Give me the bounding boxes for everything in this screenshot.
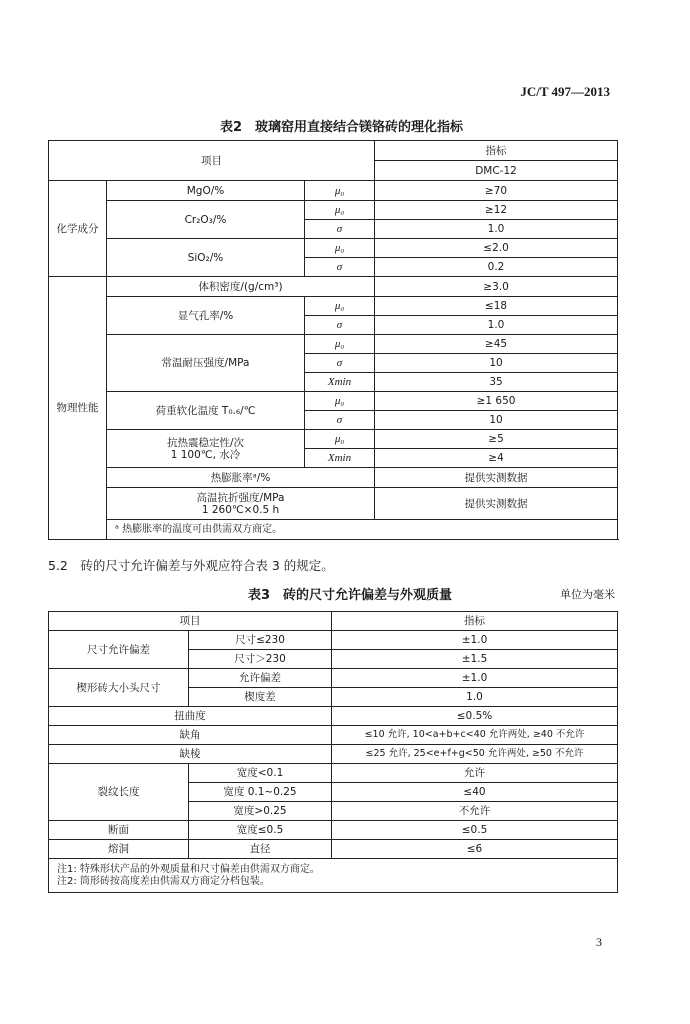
t2-sio-sym2: σ xyxy=(305,258,375,277)
t2-group-chem: 化学成分 xyxy=(49,181,107,277)
t3-crack-v1: 允许 xyxy=(332,764,618,783)
t3-crack-c3: 宽度>0.25 xyxy=(189,802,332,821)
t2-sio-v2: 0.2 xyxy=(375,258,618,277)
t3-wedge-v2: 1.0 xyxy=(332,688,618,707)
t2-porosity-label: 显气孔率/% xyxy=(107,297,305,335)
t3-section-c: 宽度≤0.5 xyxy=(189,821,332,840)
t3-section-label: 断面 xyxy=(49,821,189,840)
t2-cr-v1: ≥12 xyxy=(375,201,618,220)
t2-mgo-sym: μ₀ xyxy=(305,181,375,201)
t3-warp-label: 扭曲度 xyxy=(49,707,332,726)
t2-hmor-label-line2: 1 260℃×0.5 h xyxy=(201,503,280,516)
t2-cr-label: Cr₂O₃/% xyxy=(107,201,305,239)
t3-crack-v3: 不允许 xyxy=(332,802,618,821)
t3-wedge-c1: 允许偏差 xyxy=(189,669,332,688)
t2-head-grade: DMC-12 xyxy=(375,161,618,181)
t3-note1: 注1: 特殊形状产品的外观质量和尺寸偏差由供需双方商定。 xyxy=(57,863,320,875)
clause-5-2: 5.2 砖的尺寸允许偏差与外观应符合表 3 的规定。 xyxy=(48,558,334,573)
t3-crack-v2: ≤40 xyxy=(332,783,618,802)
t2-porosity-v1: ≤18 xyxy=(375,297,618,316)
table3 xyxy=(48,611,618,893)
t3-wedge-v1: ±1.0 xyxy=(332,669,618,688)
t3-hole-label: 熔洞 xyxy=(49,840,189,859)
t2-ccs-v1: ≥45 xyxy=(375,335,618,354)
t3-sizetol-c2: 尺寸＞230 xyxy=(189,650,332,669)
table3-unit: 单位为毫米 xyxy=(560,588,615,601)
t3-crack-c1: 宽度<0.1 xyxy=(189,764,332,783)
t2-rul-sym2: σ xyxy=(305,411,375,430)
t2-sio-label: SiO₂/% xyxy=(107,239,305,277)
t2-tsr-label-line2: 1 100℃, 水冷 xyxy=(170,448,241,461)
t3-note2: 注2: 筒形砖按高度差由供需双方商定分档包装。 xyxy=(57,875,270,887)
t2-tsr-v2: ≥4 xyxy=(375,449,618,468)
t3-corner-label: 缺角 xyxy=(49,726,332,745)
t2-expansion-value: 提供实测数据 xyxy=(375,468,618,488)
t2-rul-v1: ≥1 650 xyxy=(375,392,618,411)
t2-ccs-label: 常温耐压强度/MPa xyxy=(107,335,305,392)
t2-rul-v2: 10 xyxy=(375,411,618,430)
t3-sizetol-c1: 尺寸≤230 xyxy=(189,631,332,650)
t2-ccs-sym3: Xmin xyxy=(305,373,375,392)
t2-hmor-value: 提供实测数据 xyxy=(375,488,618,520)
t2-tsr-sym1: μ₀ xyxy=(305,430,375,449)
t2-ccs-sym1: μ₀ xyxy=(305,335,375,354)
standard-number: JC/T 497—2013 xyxy=(520,84,610,99)
t2-mgo-label: MgO/% xyxy=(107,181,305,201)
t2-porosity-v2: 1.0 xyxy=(375,316,618,335)
table2 xyxy=(48,140,618,540)
t2-tsr-label-line1: 抗热震稳定性/次 xyxy=(166,436,245,449)
t2-cr-sym1: μ₀ xyxy=(305,201,375,220)
t3-sizetol-label: 尺寸允许偏差 xyxy=(49,631,189,669)
t3-head-item: 项目 xyxy=(49,612,332,631)
t2-footnote: ᵃ 热膨胀率的温度可由供需双方商定。 xyxy=(107,520,618,540)
t2-head-index: 指标 xyxy=(375,141,618,161)
t3-edge-label: 缺棱 xyxy=(49,745,332,764)
t3-wedge-c2: 楔度差 xyxy=(189,688,332,707)
t3-hole-c: 直径 xyxy=(189,840,332,859)
t2-tsr-sym2: Xmin xyxy=(305,449,375,468)
t3-sizetol-v1: ±1.0 xyxy=(332,631,618,650)
t2-ccs-sym2: σ xyxy=(305,354,375,373)
t3-edge-value: ≤25 允许, 25<e+f+g<50 允许两处, ≥50 不允许 xyxy=(332,745,618,764)
table2-caption: 表2 玻璃窑用直接结合镁铬砖的理化指标 xyxy=(220,120,464,135)
page-number: 3 xyxy=(596,935,602,949)
t3-head-index: 指标 xyxy=(332,612,618,631)
t2-group-phys: 物理性能 xyxy=(49,277,107,540)
t3-section-value: ≤0.5 xyxy=(332,821,618,840)
t2-porosity-sym1: μ₀ xyxy=(305,297,375,316)
t2-density-label: 体积密度/(g/cm³) xyxy=(107,277,375,297)
table3-caption: 表3 砖的尺寸允许偏差与外观质量 xyxy=(248,588,453,603)
t2-density-value: ≥3.0 xyxy=(375,277,618,297)
t2-head-item: 项目 xyxy=(49,141,375,181)
t2-cr-sym2: σ xyxy=(305,220,375,239)
t2-ccs-v3: 35 xyxy=(375,373,618,392)
t2-porosity-sym2: σ xyxy=(305,316,375,335)
t2-tsr-v1: ≥5 xyxy=(375,430,618,449)
t2-sio-v1: ≤2.0 xyxy=(375,239,618,258)
t2-cr-v2: 1.0 xyxy=(375,220,618,239)
t3-sizetol-v2: ±1.5 xyxy=(332,650,618,669)
t2-hmor-label-line1: 高温抗折强度/MPa xyxy=(196,491,285,504)
t3-hole-value: ≤6 xyxy=(332,840,618,859)
t3-wedge-label: 楔形砖大小头尺寸 xyxy=(49,669,189,707)
t2-hmor-label xyxy=(107,488,375,520)
t2-ccs-v2: 10 xyxy=(375,354,618,373)
t3-notes xyxy=(49,859,618,893)
t2-rul-sym1: μ₀ xyxy=(305,392,375,411)
t2-expansion-label: 热膨胀率ᵃ/% xyxy=(107,468,375,488)
t2-mgo-value: ≥70 xyxy=(375,181,618,201)
t3-crack-label: 裂纹长度 xyxy=(49,764,189,821)
t2-sio-sym1: μ₀ xyxy=(305,239,375,258)
t3-warp-value: ≤0.5% xyxy=(332,707,618,726)
t2-rul-label: 荷重软化温度 T₀.₆/℃ xyxy=(107,392,305,430)
t3-corner-value: ≤10 允许, 10<a+b+c<40 允许两处, ≥40 不允许 xyxy=(332,726,618,745)
t3-crack-c2: 宽度 0.1~0.25 xyxy=(189,783,332,802)
t2-tsr-label xyxy=(107,430,305,468)
